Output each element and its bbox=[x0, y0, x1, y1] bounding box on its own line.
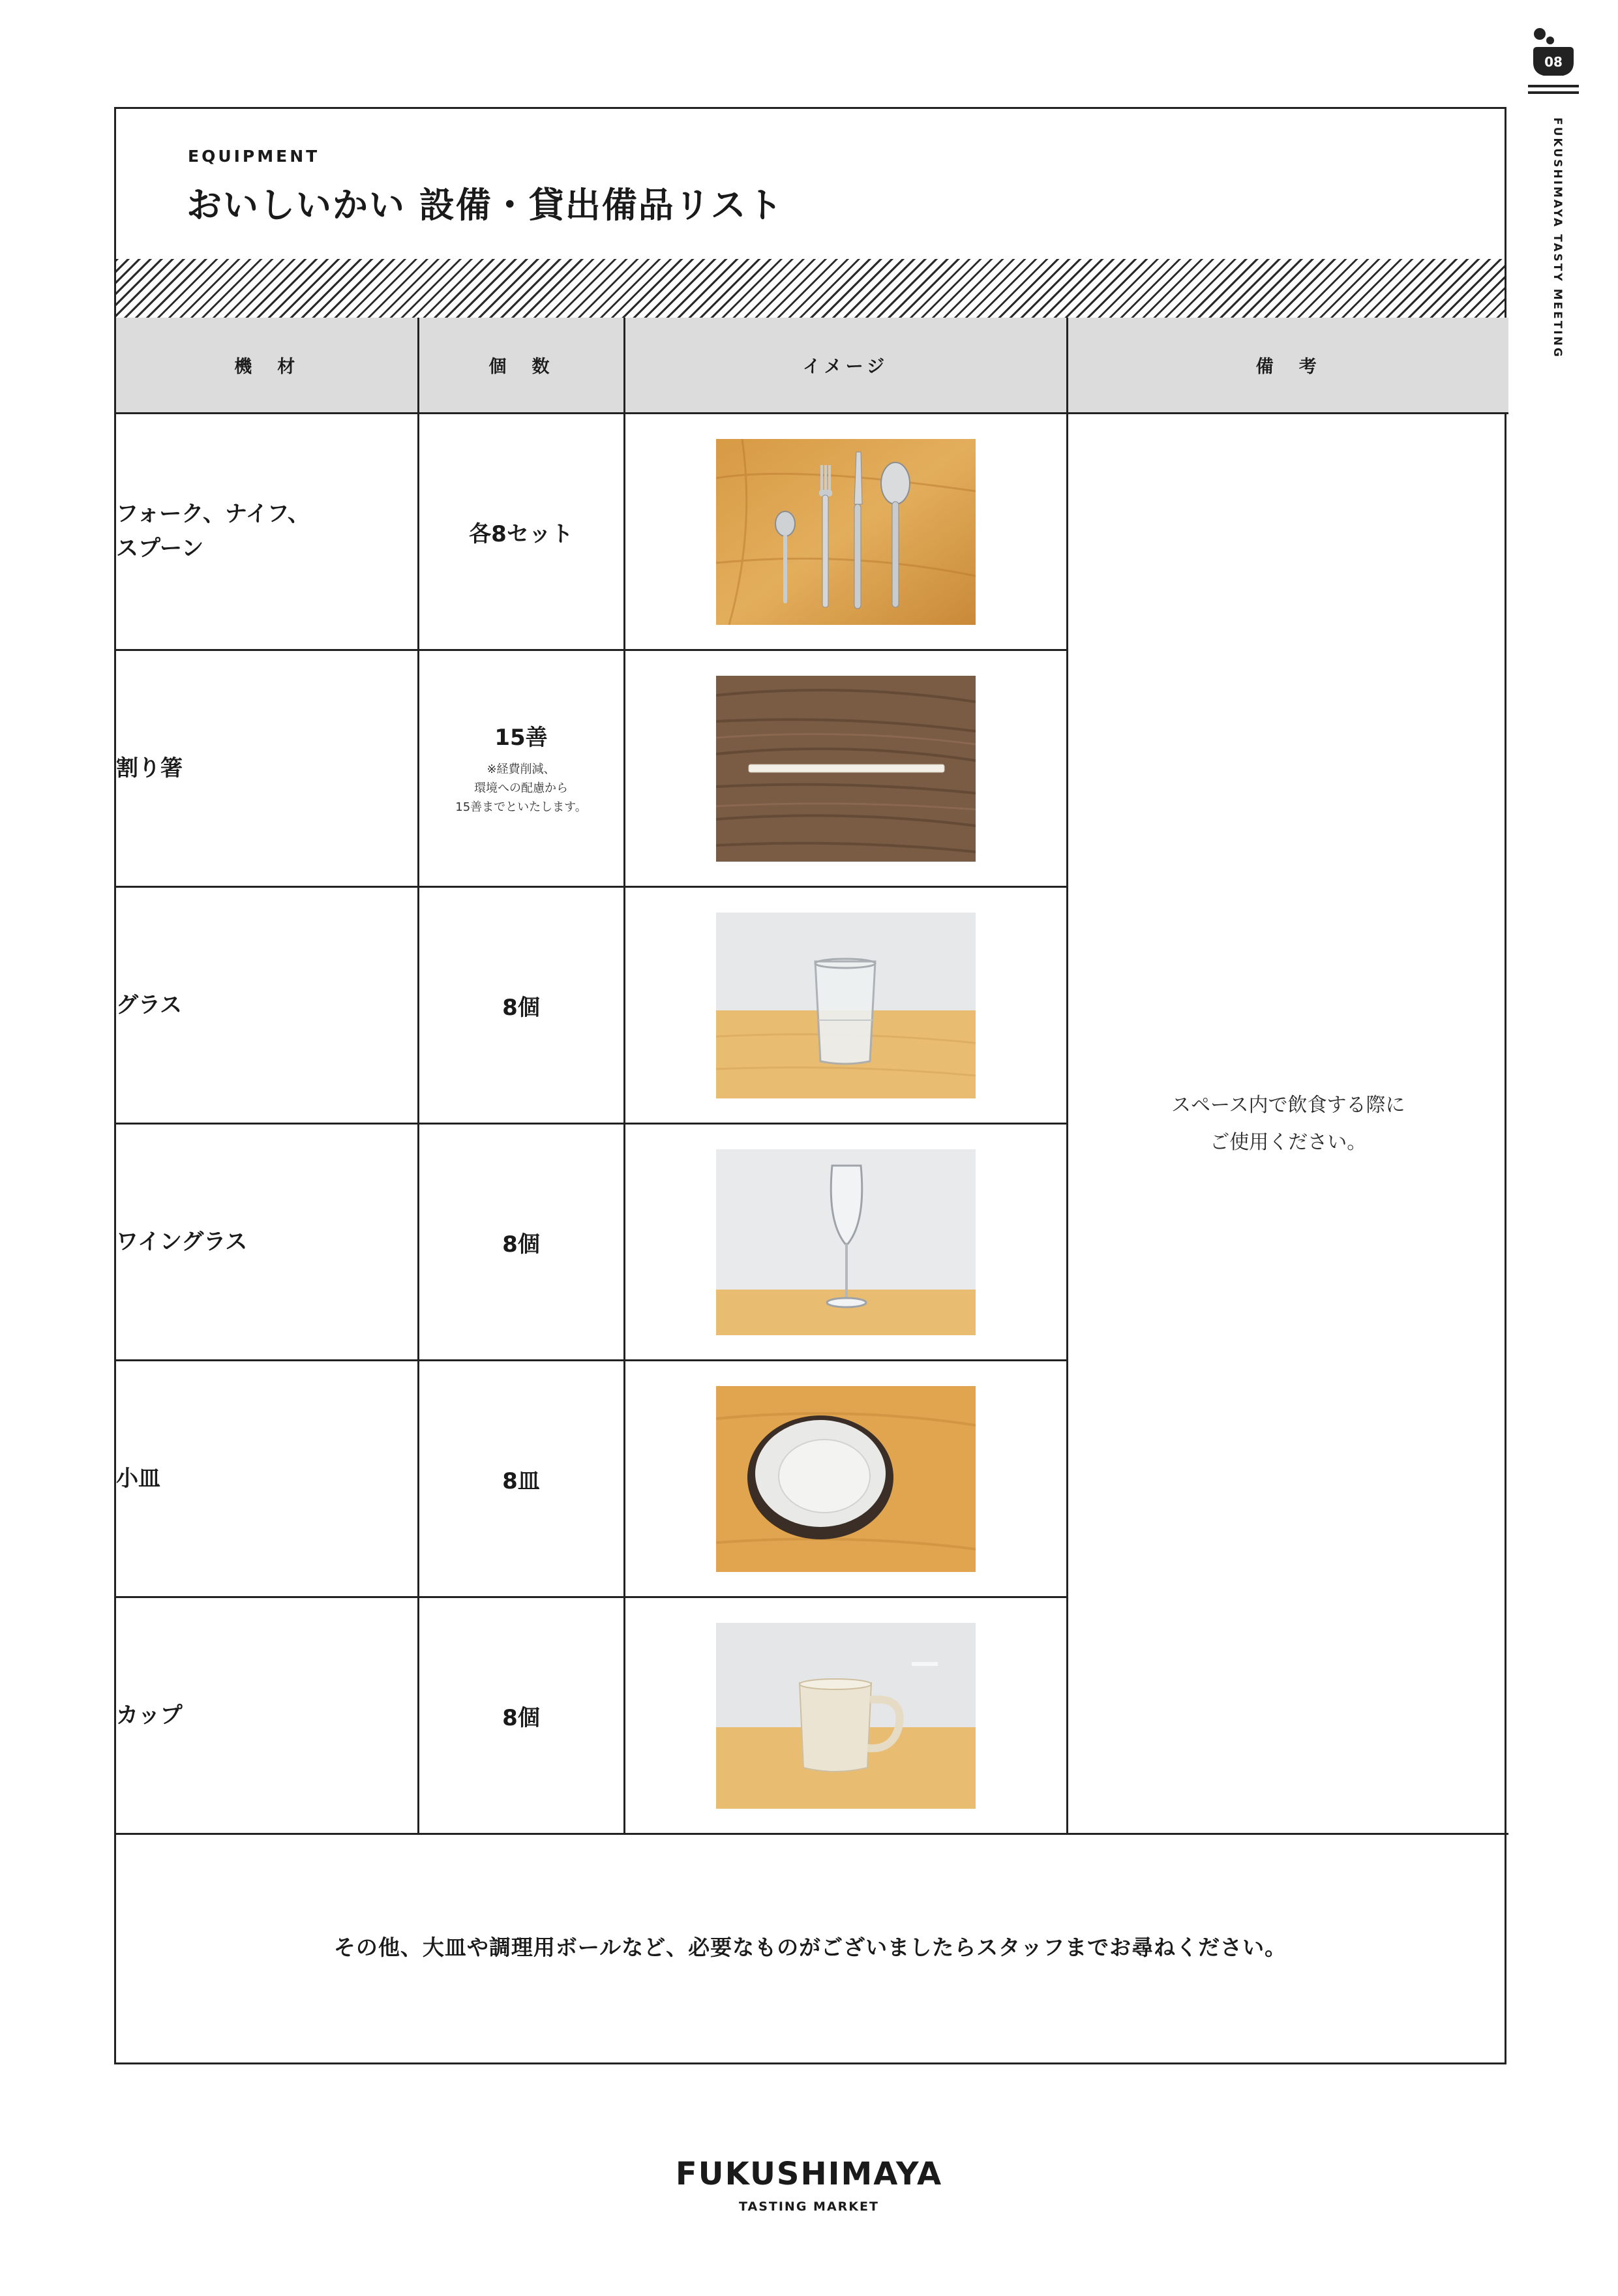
chopsticks-photo bbox=[716, 676, 976, 862]
glass-photo bbox=[716, 913, 976, 1098]
equipment-frame bbox=[114, 107, 1506, 2064]
equipment-name: 割り箸 bbox=[116, 650, 418, 887]
equipment-quantity: 8個 bbox=[418, 1124, 624, 1361]
equipment-name: グラス bbox=[116, 887, 418, 1124]
equipment-quantity: 15善 ※経費削減、 環境への配慮から 15善までといたします。 bbox=[418, 650, 624, 887]
column-header-notes: 備 考 bbox=[1067, 318, 1508, 414]
table-row bbox=[116, 414, 1508, 650]
badge-number: 08 bbox=[1544, 54, 1563, 70]
table-header-row bbox=[116, 318, 1508, 414]
hatched-divider bbox=[116, 259, 1505, 320]
footer-message: その他、大皿や調理用ボールなど、必要なものがございましたらスタッフまでお尋ねください。 bbox=[333, 1935, 1287, 1960]
equipment-name: カップ bbox=[116, 1597, 418, 1834]
equipment-table bbox=[116, 318, 1508, 1835]
column-header-image: イメージ bbox=[624, 318, 1067, 414]
equipment-name: 小皿 bbox=[116, 1361, 418, 1597]
vertical-tagline: FUKUSHIMAYA TASTY MEETING bbox=[1551, 117, 1564, 359]
equipment-quantity: 8個 bbox=[418, 887, 624, 1124]
equipment-quantity: 各8セット bbox=[418, 414, 624, 650]
page-header bbox=[116, 109, 1505, 261]
equipment-name: フォーク、ナイフ、 スプーン bbox=[116, 414, 418, 650]
fukushimaya-badge-icon bbox=[1528, 25, 1579, 97]
column-header-equipment: 機 材 bbox=[116, 318, 418, 414]
brand-logo-text: FUKUSHIMAYA bbox=[675, 2156, 943, 2192]
brand-subtitle: TASTING MARKET bbox=[739, 2199, 879, 2214]
equipment-name: ワイングラス bbox=[116, 1124, 418, 1361]
wine-glass-photo bbox=[716, 1149, 976, 1335]
equipment-quantity: 8皿 bbox=[418, 1361, 624, 1597]
cup-photo bbox=[716, 1623, 976, 1809]
section-eyebrow: EQUIPMENT bbox=[188, 147, 320, 166]
page-title: おいしいかい 設備・貸出備品リスト bbox=[187, 185, 784, 226]
cutlery-photo bbox=[716, 439, 976, 625]
small-plate-photo bbox=[716, 1386, 976, 1572]
column-header-quantity: 個 数 bbox=[418, 318, 624, 414]
quantity-note: ※経費削減、 環境への配慮から 15善までといたします。 bbox=[455, 763, 587, 814]
notes-cell: スペース内で飲食する際に ご使用ください。 bbox=[1067, 414, 1508, 1834]
equipment-quantity: 8個 bbox=[418, 1597, 624, 1834]
